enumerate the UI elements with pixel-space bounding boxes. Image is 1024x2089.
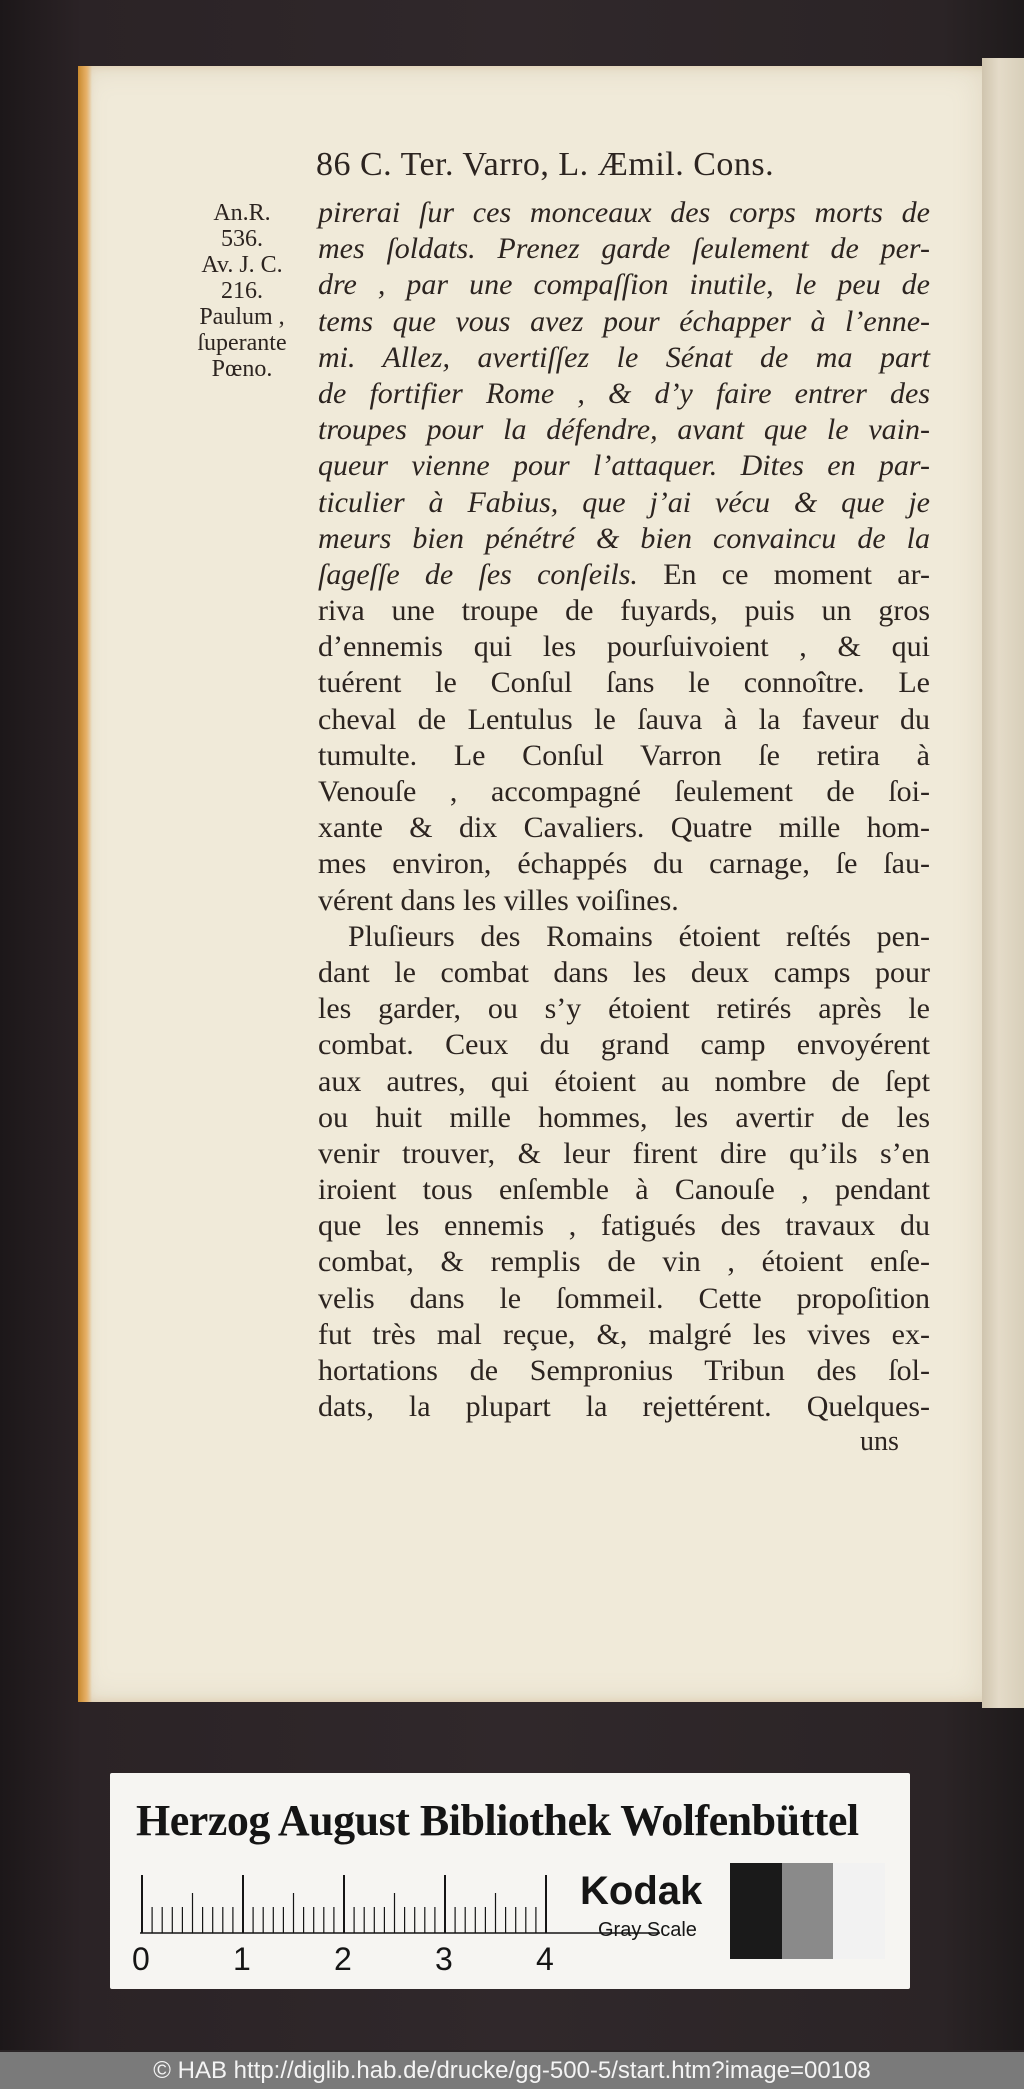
text-line xyxy=(318,412,930,448)
text-line xyxy=(318,1172,930,1208)
text-line xyxy=(318,195,930,231)
text-line-tail: En ce moment ar- xyxy=(637,557,930,591)
text-line-content: queur vienne pour l’attaquer. Dites en par- xyxy=(318,449,930,483)
margin-note-line: Pœno. xyxy=(211,356,273,382)
ruler-label: 1 xyxy=(233,1941,251,1977)
text-line xyxy=(318,1100,930,1136)
text-line-content: cheval de Lentulus le ſauva à la faveur du xyxy=(318,702,930,736)
text-line-content: tems que vous avez pour échapper à l’enne- xyxy=(318,304,930,338)
text-line-content: troupes pour la défendre, avant que le vain- xyxy=(318,413,930,447)
text-line-content: dant le combat dans les deux camps pour xyxy=(318,955,930,989)
facing-page-edge xyxy=(982,58,1024,1708)
text-line xyxy=(318,1208,930,1244)
card-title: Herzog August Bibliothek Wolfenbüttel xyxy=(136,1796,859,1845)
text-line-content: Venouſe , accompagné ſeulement de ſoi- xyxy=(318,775,930,808)
text-line-content: mi. Allez, avertiſſez le Sénat de ma part xyxy=(318,340,930,374)
ruler-labels xyxy=(132,1941,652,1977)
text-line xyxy=(318,629,930,665)
text-line-content: vérent dans les villes voiſines. xyxy=(318,883,679,917)
text-line-content: venir trouver, & leur firent dire qu’ils s’en xyxy=(318,1136,930,1170)
text-line xyxy=(318,1136,930,1172)
gray-patch xyxy=(833,1863,885,1959)
text-line xyxy=(318,1064,930,1100)
text-line-content: d’ennemis qui les pourſuivoient , & qui xyxy=(318,630,930,664)
text-line-content: aux autres, qui étoient au nombre de ſept xyxy=(318,1064,930,1098)
text-line xyxy=(318,267,930,303)
text-line xyxy=(318,1281,930,1317)
footer-bar xyxy=(0,2052,1024,2089)
text-line-content: les garder, ou s’y étoient retirés après le xyxy=(318,992,930,1026)
text-line xyxy=(318,304,930,340)
text-line-content: xante & dix Cavaliers. Quatre mille hom- xyxy=(318,811,930,845)
text-line xyxy=(318,376,930,412)
ruler-label: 4 xyxy=(536,1941,554,1977)
text-line xyxy=(318,738,930,774)
text-line-content: pirerai ſur ces monceaux des corps morts de xyxy=(318,196,930,229)
text-line-content: riva une troupe de fuyards, puis un gros xyxy=(318,594,930,628)
text-line-content: tumulte. Le Conſul Varron ſe retira à xyxy=(318,738,930,772)
margin-note-line: 216. xyxy=(221,278,263,304)
color-calibration-card xyxy=(110,1773,910,1989)
text-line-content: dats, la plupart la rejettérent. Quelques- xyxy=(318,1390,930,1424)
text-line xyxy=(318,231,930,267)
text-line xyxy=(318,1353,930,1389)
copyright-link[interactable]: © HAB http://diglib.hab.de/drucke/gg-500-5/start.htm?image=00108 xyxy=(153,2056,871,2084)
text-line-content: ſageſſe de ſes conſeils. xyxy=(318,557,638,591)
text-line-content: Pluſieurs des Romains étoient reſtés pen- xyxy=(348,919,930,953)
text-line-content: tuérent le Conſul ſans le connoître. Le xyxy=(318,666,930,700)
text-line-content: ticulier à Fabius, que j’ai vécu & que je xyxy=(318,485,930,519)
text-line-content: hortations de Sempronius Tribun des ſol- xyxy=(318,1354,930,1387)
text-line xyxy=(318,521,930,557)
text-line xyxy=(318,846,930,882)
text-line-content: iroient tous enſemble à Canouſe , pendant xyxy=(318,1173,930,1207)
text-line-content: mes environ, échappés du carnage, ſe ſau- xyxy=(318,847,930,881)
text-line xyxy=(318,1244,930,1280)
text-line xyxy=(318,1389,930,1425)
text-line xyxy=(318,340,930,376)
text-line xyxy=(318,557,930,593)
ruler-label: 0 xyxy=(132,1941,150,1977)
ruler-label: 2 xyxy=(334,1941,352,1977)
gray-scale-label: Gray Scale xyxy=(598,1919,697,1941)
text-line xyxy=(318,702,930,738)
gray-patches xyxy=(730,1863,885,1959)
text-line xyxy=(318,919,930,955)
ruler-label: 3 xyxy=(435,1941,453,1977)
margin-note xyxy=(178,200,306,382)
text-line-content: fut très mal reçue, &, malgré les vives ex- xyxy=(318,1317,930,1351)
text-line-content: meurs bien pénétré & bien convaincu de la xyxy=(318,521,930,555)
text-line-content: dre , par une compaſſion inutile, le peu de xyxy=(318,268,930,302)
margin-note-line: Av. J. C. xyxy=(201,252,283,278)
margin-note-line: 536. xyxy=(221,226,263,252)
text-line xyxy=(318,485,930,521)
gray-patch xyxy=(730,1863,782,1959)
text-line xyxy=(318,810,930,846)
margin-note-line: An.R. xyxy=(213,200,271,226)
text-line-content: combat, & remplis de vin , étoient enſe- xyxy=(318,1245,930,1279)
catchword: uns xyxy=(860,1426,899,1457)
text-line xyxy=(318,883,930,919)
text-line-content: de fortifier Rome , & d’y faire entrer des xyxy=(318,376,930,410)
text-line xyxy=(318,955,930,991)
body-text xyxy=(318,195,930,1425)
gray-patch xyxy=(782,1863,834,1959)
text-line xyxy=(318,774,930,810)
text-line-content: que les ennemis , fatigués des travaux du xyxy=(318,1209,930,1243)
kodak-logo: Kodak xyxy=(580,1869,703,1913)
text-line xyxy=(318,665,930,701)
text-line-content: mes ſoldats. Prenez garde ſeulement de per- xyxy=(318,232,930,266)
text-line-content: velis dans le ſommeil. Cette propoſition xyxy=(318,1281,930,1315)
text-line xyxy=(318,1027,930,1063)
margin-note-line: Paulum , xyxy=(199,304,285,330)
text-line-content: combat. Ceux du grand camp envoyérent xyxy=(318,1028,930,1062)
text-line-content: ou huit mille hommes, les avertir de les xyxy=(318,1100,930,1134)
text-line xyxy=(318,1317,930,1353)
text-line xyxy=(318,991,930,1027)
text-line xyxy=(318,593,930,629)
margin-note-line: ſuperante xyxy=(197,330,287,356)
running-head: 86 C. Ter. Varro, L. Æmil. Cons. xyxy=(316,146,775,183)
text-line xyxy=(318,448,930,484)
